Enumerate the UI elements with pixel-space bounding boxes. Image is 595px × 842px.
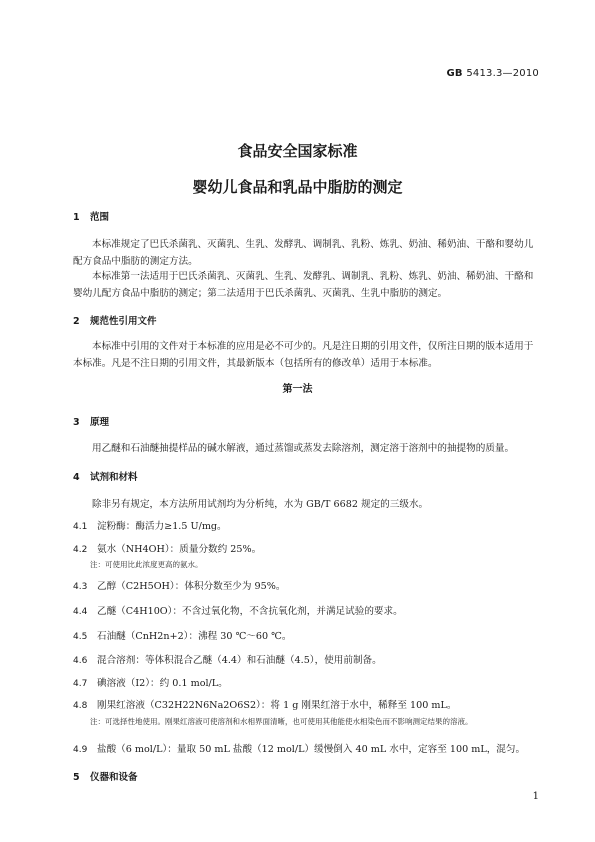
reagent-item: 4.2 氨水（NH4OH）：质量分数约 25%。	[73, 544, 262, 555]
section-heading-apparatus	[73, 769, 138, 783]
reagent-item: 4.7 碘溶液（I2）：约 0.1 mol/L。	[73, 678, 228, 689]
reagent-item: 4.8 刚果红溶液（C32H22N6Na2O6S2）：将 1 g 刚果红溶于水中，稀释至 100 mL。	[73, 700, 457, 711]
reagent-item: 4.3 乙醇（C2H5OH）：体积分数至少为 95%。	[73, 581, 286, 592]
reagent-item: 4.9 盐酸（6 mol/L）：量取 50 mL 盐酸（12 mol/L）缓慢倒入 40 mL 水中，定容至 100 mL，混匀。	[73, 744, 526, 755]
scope-paragraph-1: 本标准规定了巴氏杀菌乳、灭菌乳、生乳、发酵乳、调制乳、乳粉、炼乳、奶油、稀奶油、干酪和婴幼儿配方食品中脂肪的测定方法。	[73, 239, 534, 267]
document-title-line1: 食品安全国家标准	[237, 142, 358, 160]
document-title-line2: 婴幼儿食品和乳品中脂肪的测定	[192, 178, 403, 196]
page-number: 1	[532, 791, 539, 802]
section-heading-references	[73, 313, 157, 327]
principle-paragraph: 用乙醚和石油醚抽提样品的碱水解液，通过蒸馏或蒸发去除溶剂，测定溶于溶剂中的抽提物的质量。	[92, 443, 515, 454]
section-title: 范围	[90, 212, 110, 223]
method-title: 第一法	[282, 384, 313, 395]
standard-number: 5413.3—2010	[466, 68, 539, 79]
note-ammonia: 注：可使用比此浓度更高的氨水。	[90, 560, 203, 569]
references-paragraph: 本标准中引用的文件对于本标准的应用是必不可少的。凡是注日期的引用文件，仅所注日期的版本适用于本标准。凡是不注日期的引用文件，其最新版本（包括所有的修改单）适用于本标准。	[73, 341, 534, 369]
section-title: 规范性引用文件	[90, 316, 157, 327]
reagent-item: 4.4 乙醚（C4H10O）：不含过氧化物，不含抗氧化剂，并满足试验的要求。	[73, 606, 403, 617]
reagents-intro: 除非另有规定，本方法所用试剂均为分析纯，水为 GB/T 6682 规定的三级水。	[92, 499, 429, 510]
note-congo-red: 注：可选择性地使用。刚果红溶液可使溶剂和水相界面清晰，也可使用其他能使水相染色而不影响测定结果的溶液。	[90, 717, 473, 726]
section-title: 试剂和材料	[90, 472, 138, 483]
section-number: 4	[73, 472, 80, 483]
section-heading-scope	[73, 209, 109, 223]
reagent-item: 4.5 石油醚（CnH2n+2）：沸程 30 ℃～60 ℃。	[73, 631, 292, 642]
scope-paragraph-2: 本标准第一法适用于巴氏杀菌乳、灭菌乳、生乳、发酵乳、调制乳、乳粉、炼乳、奶油、稀奶油、干酪和婴幼儿配方食品中脂肪的测定；第二法适用于巴氏杀菌乳、灭菌乳、生乳中脂肪的测定。	[73, 271, 534, 299]
section-number: 2	[73, 316, 80, 327]
standard-code	[446, 68, 539, 79]
section-heading-reagents	[73, 469, 138, 483]
standard-prefix: GB	[446, 68, 463, 79]
reagent-item: 4.1 淀粉酶：酶活力≥1.5 U/mg。	[73, 521, 227, 532]
section-title: 仪器和设备	[90, 772, 138, 783]
section-heading-principle	[73, 414, 109, 428]
section-number: 3	[73, 417, 80, 428]
section-number: 1	[73, 212, 80, 223]
section-number: 5	[73, 772, 80, 783]
section-title: 原理	[90, 417, 110, 428]
reagent-item: 4.6 混合溶剂：等体积混合乙醚（4.4）和石油醚（4.5），使用前制备。	[73, 655, 382, 666]
